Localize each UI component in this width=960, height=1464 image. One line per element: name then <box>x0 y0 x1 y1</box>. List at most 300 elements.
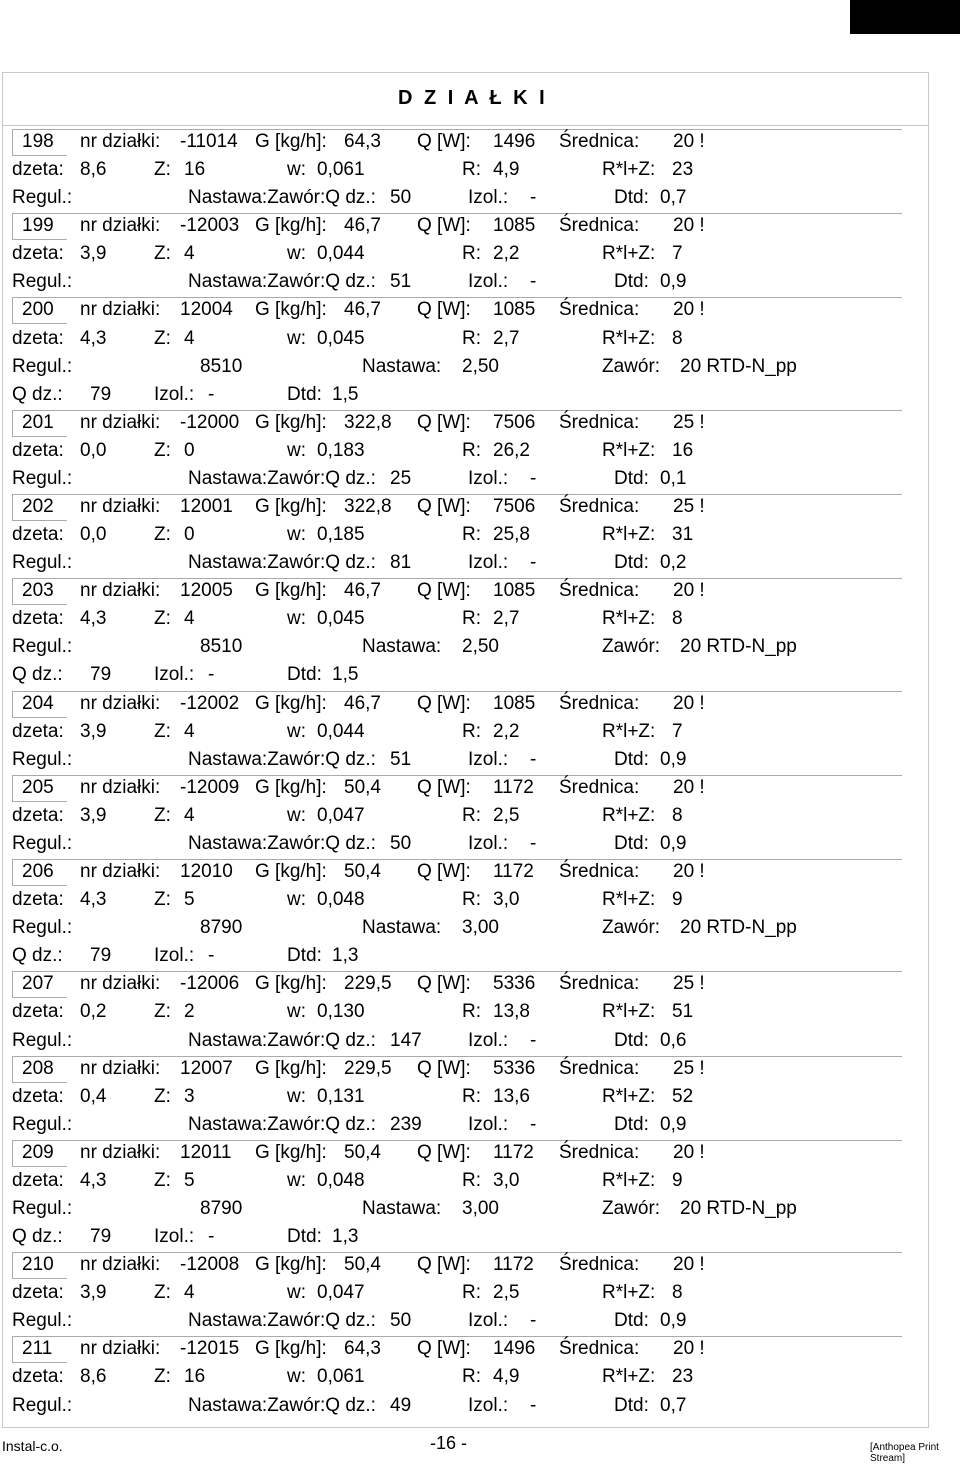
q-label: Q [W]: <box>417 692 471 714</box>
dzeta-value: 0,4 <box>80 1085 107 1107</box>
regul-label: Regul.: <box>12 917 73 939</box>
section-dzeta-row <box>12 802 922 830</box>
q-value: 5336 <box>493 973 536 995</box>
izol-value: - <box>208 383 215 405</box>
section-dzeta-row <box>12 1279 922 1307</box>
nastawa-label: Nastawa: <box>362 1197 442 1219</box>
w-value: 0,185 <box>317 524 365 546</box>
izol-label: Izol.: <box>468 1029 509 1051</box>
section-divider <box>66 859 902 860</box>
nastawa-zawor-qdz-label: Nastawa:Zawór:Q dz.: <box>188 1394 376 1416</box>
izol-value: - <box>530 271 537 293</box>
qdz-value: 51 <box>390 271 412 293</box>
g-label: G [kg/h]: <box>255 692 327 714</box>
dzeta-value: 4,3 <box>80 327 107 349</box>
z-label: Z: <box>154 1282 171 1304</box>
nr-label: nr działki: <box>80 496 161 518</box>
izol-label: Izol.: <box>468 748 509 770</box>
dzeta-label: dzeta: <box>12 889 64 911</box>
section-id: 205 <box>22 776 54 798</box>
section-divider <box>66 410 902 411</box>
rlz-label: R*l+Z: <box>602 1085 656 1107</box>
izol-value: - <box>530 1310 537 1332</box>
g-label: G [kg/h]: <box>255 496 327 518</box>
sred-value: 20 ! <box>673 1338 705 1360</box>
z-value: 5 <box>184 1169 195 1191</box>
qdz-value: 25 <box>390 467 412 489</box>
dzeta-label: dzeta: <box>12 243 64 265</box>
section-divider <box>66 297 902 298</box>
dtd-label: Dtd: <box>614 467 649 489</box>
nastawa-zawor-qdz-label: Nastawa:Zawór:Q dz.: <box>188 1113 376 1135</box>
rlz-value: 51 <box>672 1001 694 1023</box>
z-label: Z: <box>154 1366 171 1388</box>
section-divider <box>66 129 902 130</box>
corner-block <box>850 0 960 34</box>
q-label: Q [W]: <box>417 411 471 433</box>
sred-label: Średnica: <box>559 861 640 883</box>
rlz-label: R*l+Z: <box>602 1001 656 1023</box>
w-value: 0,045 <box>317 608 365 630</box>
w-value: 0,061 <box>317 1366 365 1388</box>
r-value: 4,9 <box>493 159 520 181</box>
z-value: 2 <box>184 1001 195 1023</box>
qdz-value: 79 <box>90 1226 112 1248</box>
section-header-row <box>12 212 922 240</box>
g-label: G [kg/h]: <box>255 861 327 883</box>
izol-value: - <box>530 467 537 489</box>
section-divider <box>66 1252 902 1253</box>
rlz-label: R*l+Z: <box>602 159 656 181</box>
dzeta-value: 0,0 <box>80 439 107 461</box>
qdz-value: 50 <box>390 187 412 209</box>
z-label: Z: <box>154 889 171 911</box>
zawor-value: 20 RTD-N_pp <box>680 917 797 939</box>
dzeta-value: 4,3 <box>80 608 107 630</box>
sred-value: 20 ! <box>673 861 705 883</box>
q-value: 1085 <box>493 580 536 602</box>
g-value: 50,4 <box>344 776 381 798</box>
rlz-label: R*l+Z: <box>602 1169 656 1191</box>
dzeta-value: 3,9 <box>80 243 107 265</box>
rlz-value: 31 <box>672 524 694 546</box>
dtd-value: 0,1 <box>660 467 687 489</box>
dtd-value: 0,9 <box>660 832 687 854</box>
w-value: 0,061 <box>317 159 365 181</box>
rlz-value: 8 <box>672 804 683 826</box>
dzeta-value: 3,9 <box>80 720 107 742</box>
izol-value: - <box>530 1113 537 1135</box>
r-label: R: <box>462 1085 481 1107</box>
sred-label: Średnica: <box>559 580 640 602</box>
nr-value: -12009 <box>180 776 240 798</box>
section-header-row <box>12 690 922 718</box>
regul-value: 8510 <box>200 355 243 377</box>
nr-value: 12010 <box>180 861 233 883</box>
dzeta-label: dzeta: <box>12 1001 64 1023</box>
regul-label: Regul.: <box>12 187 73 209</box>
section-id: 203 <box>22 580 54 602</box>
q-label: Q [W]: <box>417 973 471 995</box>
w-value: 0,130 <box>317 1001 365 1023</box>
z-label: Z: <box>154 1085 171 1107</box>
section-id: 204 <box>22 692 54 714</box>
g-value: 46,7 <box>344 692 381 714</box>
izol-value: - <box>208 1226 215 1248</box>
qdz-value: 50 <box>390 1310 412 1332</box>
dzeta-label: dzeta: <box>12 1366 64 1388</box>
g-label: G [kg/h]: <box>255 973 327 995</box>
izol-label: Izol.: <box>154 945 195 967</box>
izol-value: - <box>530 1029 537 1051</box>
section-header-row <box>12 1335 922 1363</box>
r-value: 13,6 <box>493 1085 530 1107</box>
dtd-label: Dtd: <box>614 271 649 293</box>
section-id: 202 <box>22 496 54 518</box>
sred-label: Średnica: <box>559 299 640 321</box>
dtd-value: 0,2 <box>660 552 687 574</box>
nr-label: nr działki: <box>80 215 161 237</box>
sections-list <box>12 128 922 1420</box>
g-value: 46,7 <box>344 215 381 237</box>
dtd-value: 0,7 <box>660 187 687 209</box>
q-value: 1085 <box>493 215 536 237</box>
section-divider <box>66 691 902 692</box>
sred-label: Średnica: <box>559 131 640 152</box>
qdz-label: Q dz.: <box>12 383 63 405</box>
q-label: Q [W]: <box>417 1338 471 1360</box>
r-value: 2,2 <box>493 243 520 265</box>
nastawa-value: 3,00 <box>462 917 499 939</box>
q-value: 1496 <box>493 131 536 152</box>
regul-label: Regul.: <box>12 1310 73 1332</box>
section-regul-row <box>12 914 922 942</box>
section-dzeta-row <box>12 886 922 914</box>
r-value: 2,7 <box>493 327 520 349</box>
z-value: 0 <box>184 439 195 461</box>
dzeta-label: dzeta: <box>12 804 64 826</box>
g-value: 322,8 <box>344 496 392 518</box>
section-dzeta-row <box>12 605 922 633</box>
z-value: 4 <box>184 608 195 630</box>
sred-value: 25 ! <box>673 496 705 518</box>
q-value: 1085 <box>493 299 536 321</box>
izol-value: - <box>530 748 537 770</box>
izol-value: - <box>530 1394 537 1416</box>
section-qdz-row <box>12 381 922 409</box>
qdz-label: Q dz.: <box>12 664 63 686</box>
regul-label: Regul.: <box>12 467 73 489</box>
sred-value: 25 ! <box>673 1057 705 1079</box>
izol-label: Izol.: <box>468 832 509 854</box>
dtd-value: 0,9 <box>660 271 687 293</box>
z-label: Z: <box>154 524 171 546</box>
w-label: w: <box>287 159 306 181</box>
nastawa-value: 2,50 <box>462 636 499 658</box>
sred-label: Średnica: <box>559 215 640 237</box>
dtd-value: 0,7 <box>660 1394 687 1416</box>
q-value: 1172 <box>493 861 534 883</box>
rlz-value: 7 <box>672 243 683 265</box>
nr-label: nr działki: <box>80 973 161 995</box>
section-dzeta-row <box>12 325 922 353</box>
section-dzeta-row <box>12 521 922 549</box>
izol-value: - <box>530 187 537 209</box>
regul-label: Regul.: <box>12 1113 73 1135</box>
izol-value: - <box>208 945 215 967</box>
w-label: w: <box>287 608 306 630</box>
q-label: Q [W]: <box>417 776 471 798</box>
regul-label: Regul.: <box>12 636 73 658</box>
regul-value: 8790 <box>200 917 243 939</box>
section-header-row <box>12 296 922 324</box>
section-divider <box>66 494 902 495</box>
izol-label: Izol.: <box>154 1226 195 1248</box>
sred-label: Średnica: <box>559 973 640 995</box>
sred-label: Średnica: <box>559 776 640 798</box>
regul-label: Regul.: <box>12 271 73 293</box>
section-regul-row <box>12 1111 922 1139</box>
z-label: Z: <box>154 608 171 630</box>
dzeta-value: 8,6 <box>80 1366 107 1388</box>
section-divider <box>66 971 902 972</box>
q-value: 1172 <box>493 1141 534 1163</box>
section-id: 206 <box>22 861 54 883</box>
r-label: R: <box>462 1366 481 1388</box>
izol-label: Izol.: <box>468 1113 509 1135</box>
section-divider <box>66 578 902 579</box>
section-dzeta-row <box>12 1167 922 1195</box>
z-label: Z: <box>154 327 171 349</box>
q-value: 1172 <box>493 776 534 798</box>
z-value: 4 <box>184 720 195 742</box>
r-value: 2,2 <box>493 720 520 742</box>
rlz-value: 7 <box>672 720 683 742</box>
nr-value: 12005 <box>180 580 233 602</box>
section-dzeta-row <box>12 998 922 1026</box>
zawor-label: Zawór: <box>602 355 661 377</box>
nr-value: -11014 <box>180 131 238 152</box>
section-id: 199 <box>22 215 54 237</box>
nr-label: nr działki: <box>80 861 161 883</box>
section-dzeta-row <box>12 1083 922 1111</box>
rlz-label: R*l+Z: <box>602 804 656 826</box>
izol-label: Izol.: <box>154 383 195 405</box>
w-value: 0,044 <box>317 243 365 265</box>
regul-label: Regul.: <box>12 552 73 574</box>
section-regul-row <box>12 746 922 774</box>
w-label: w: <box>287 804 306 826</box>
rlz-value: 9 <box>672 889 683 911</box>
qdz-value: 79 <box>90 664 112 686</box>
section-header-row <box>12 1139 922 1167</box>
g-value: 46,7 <box>344 299 381 321</box>
footer-company: Instal-c.o. <box>2 1438 63 1454</box>
r-value: 2,5 <box>493 804 520 826</box>
nastawa-value: 3,00 <box>462 1197 499 1219</box>
g-value: 229,5 <box>344 973 392 995</box>
sred-label: Średnica: <box>559 1057 640 1079</box>
regul-label: Regul.: <box>12 1197 73 1219</box>
rlz-label: R*l+Z: <box>602 1282 656 1304</box>
q-label: Q [W]: <box>417 496 471 518</box>
izol-label: Izol.: <box>468 187 509 209</box>
sred-label: Średnica: <box>559 692 640 714</box>
nr-label: nr działki: <box>80 692 161 714</box>
q-value: 1496 <box>493 1338 536 1360</box>
sred-label: Średnica: <box>559 1338 640 1360</box>
z-value: 4 <box>184 804 195 826</box>
r-label: R: <box>462 439 481 461</box>
qdz-value: 79 <box>90 945 112 967</box>
w-value: 0,044 <box>317 720 365 742</box>
g-value: 322,8 <box>344 411 392 433</box>
nr-label: nr działki: <box>80 1254 161 1276</box>
dzeta-value: 8,6 <box>80 159 107 181</box>
dzeta-label: dzeta: <box>12 1085 64 1107</box>
g-label: G [kg/h]: <box>255 776 327 798</box>
g-value: 50,4 <box>344 1254 381 1276</box>
g-value: 229,5 <box>344 1057 392 1079</box>
dtd-label: Dtd: <box>287 945 322 967</box>
nr-value: -12003 <box>180 215 240 237</box>
section-header-row <box>12 1251 922 1279</box>
nr-label: nr działki: <box>80 131 161 152</box>
nastawa-zawor-qdz-label: Nastawa:Zawór:Q dz.: <box>188 467 376 489</box>
section-dzeta-row <box>12 1363 922 1391</box>
sred-value: 20 ! <box>673 580 705 602</box>
nr-value: 12007 <box>180 1057 233 1079</box>
g-label: G [kg/h]: <box>255 580 327 602</box>
sred-label: Średnica: <box>559 1254 640 1276</box>
rlz-value: 9 <box>672 1169 683 1191</box>
r-value: 2,7 <box>493 608 520 630</box>
r-value: 3,0 <box>493 889 520 911</box>
section-header-row <box>12 1055 922 1083</box>
r-value: 13,8 <box>493 1001 530 1023</box>
r-label: R: <box>462 159 481 181</box>
qdz-value: 81 <box>390 552 412 574</box>
section-divider <box>66 1336 902 1337</box>
dtd-value: 0,9 <box>660 748 687 770</box>
rlz-label: R*l+Z: <box>602 720 656 742</box>
section-divider <box>66 1140 902 1141</box>
z-value: 4 <box>184 1282 195 1304</box>
rlz-value: 52 <box>672 1085 694 1107</box>
w-label: w: <box>287 1001 306 1023</box>
sred-label: Średnica: <box>559 411 640 433</box>
g-value: 50,4 <box>344 1141 381 1163</box>
r-label: R: <box>462 804 481 826</box>
r-label: R: <box>462 1001 481 1023</box>
section-id: 210 <box>22 1254 54 1276</box>
section-regul-row <box>12 1307 922 1335</box>
dtd-label: Dtd: <box>614 1394 649 1416</box>
w-value: 0,048 <box>317 889 365 911</box>
nr-label: nr działki: <box>80 776 161 798</box>
dtd-value: 0,6 <box>660 1029 687 1051</box>
g-value: 64,3 <box>344 1338 381 1360</box>
sred-value: 25 ! <box>673 973 705 995</box>
w-value: 0,047 <box>317 1282 365 1304</box>
rlz-value: 8 <box>672 608 683 630</box>
izol-label: Izol.: <box>468 552 509 574</box>
nr-value: 12011 <box>180 1141 232 1163</box>
nr-value: -12008 <box>180 1254 240 1276</box>
w-label: w: <box>287 524 306 546</box>
sred-value: 20 ! <box>673 1141 705 1163</box>
nastawa-label: Nastawa: <box>362 355 442 377</box>
section-dzeta-row <box>12 718 922 746</box>
r-value: 25,8 <box>493 524 530 546</box>
section-id: 198 <box>22 131 54 152</box>
section-id: 211 <box>22 1338 53 1360</box>
section-header-row <box>12 493 922 521</box>
izol-label: Izol.: <box>468 467 509 489</box>
g-label: G [kg/h]: <box>255 1141 327 1163</box>
section-qdz-row <box>12 1223 922 1251</box>
sred-value: 20 ! <box>673 1254 705 1276</box>
izol-value: - <box>530 552 537 574</box>
dzeta-label: dzeta: <box>12 1169 64 1191</box>
section-regul-row <box>12 1195 922 1223</box>
sred-label: Średnica: <box>559 496 640 518</box>
section-dzeta-row <box>12 156 922 184</box>
izol-value: - <box>208 664 215 686</box>
section-dzeta-row <box>12 437 922 465</box>
section-regul-row <box>12 353 922 381</box>
rlz-value: 23 <box>672 1366 694 1388</box>
dzeta-value: 4,3 <box>80 889 107 911</box>
z-value: 3 <box>184 1085 195 1107</box>
w-label: w: <box>287 889 306 911</box>
q-label: Q [W]: <box>417 861 471 883</box>
sred-value: 25 ! <box>673 411 705 433</box>
rlz-label: R*l+Z: <box>602 524 656 546</box>
qdz-value: 239 <box>390 1113 422 1135</box>
section-id: 200 <box>22 299 54 321</box>
z-label: Z: <box>154 1169 171 1191</box>
r-label: R: <box>462 608 481 630</box>
nr-label: nr działki: <box>80 1057 161 1079</box>
dzeta-label: dzeta: <box>12 720 64 742</box>
sred-value: 20 ! <box>673 776 705 798</box>
dzeta-label: dzeta: <box>12 608 64 630</box>
nr-value: -12006 <box>180 973 240 995</box>
rlz-label: R*l+Z: <box>602 439 656 461</box>
section-qdz-row <box>12 661 922 689</box>
r-label: R: <box>462 720 481 742</box>
dtd-label: Dtd: <box>614 748 649 770</box>
nr-value: -12015 <box>180 1338 240 1360</box>
qdz-value: 51 <box>390 748 412 770</box>
r-label: R: <box>462 327 481 349</box>
footer-print-stream: [Anthopea Print Stream] <box>870 1442 939 1464</box>
zawor-label: Zawór: <box>602 636 661 658</box>
g-label: G [kg/h]: <box>255 299 327 321</box>
dzeta-label: dzeta: <box>12 1282 64 1304</box>
dtd-value: 1,5 <box>332 664 359 686</box>
section-regul-row <box>12 1392 922 1420</box>
section-regul-row <box>12 549 922 577</box>
section-id: 208 <box>22 1057 54 1079</box>
q-value: 1085 <box>493 692 536 714</box>
z-value: 4 <box>184 327 195 349</box>
nastawa-zawor-qdz-label: Nastawa:Zawór:Q dz.: <box>188 1310 376 1332</box>
nr-value: -12002 <box>180 692 240 714</box>
w-value: 0,183 <box>317 439 365 461</box>
rlz-label: R*l+Z: <box>602 1366 656 1388</box>
